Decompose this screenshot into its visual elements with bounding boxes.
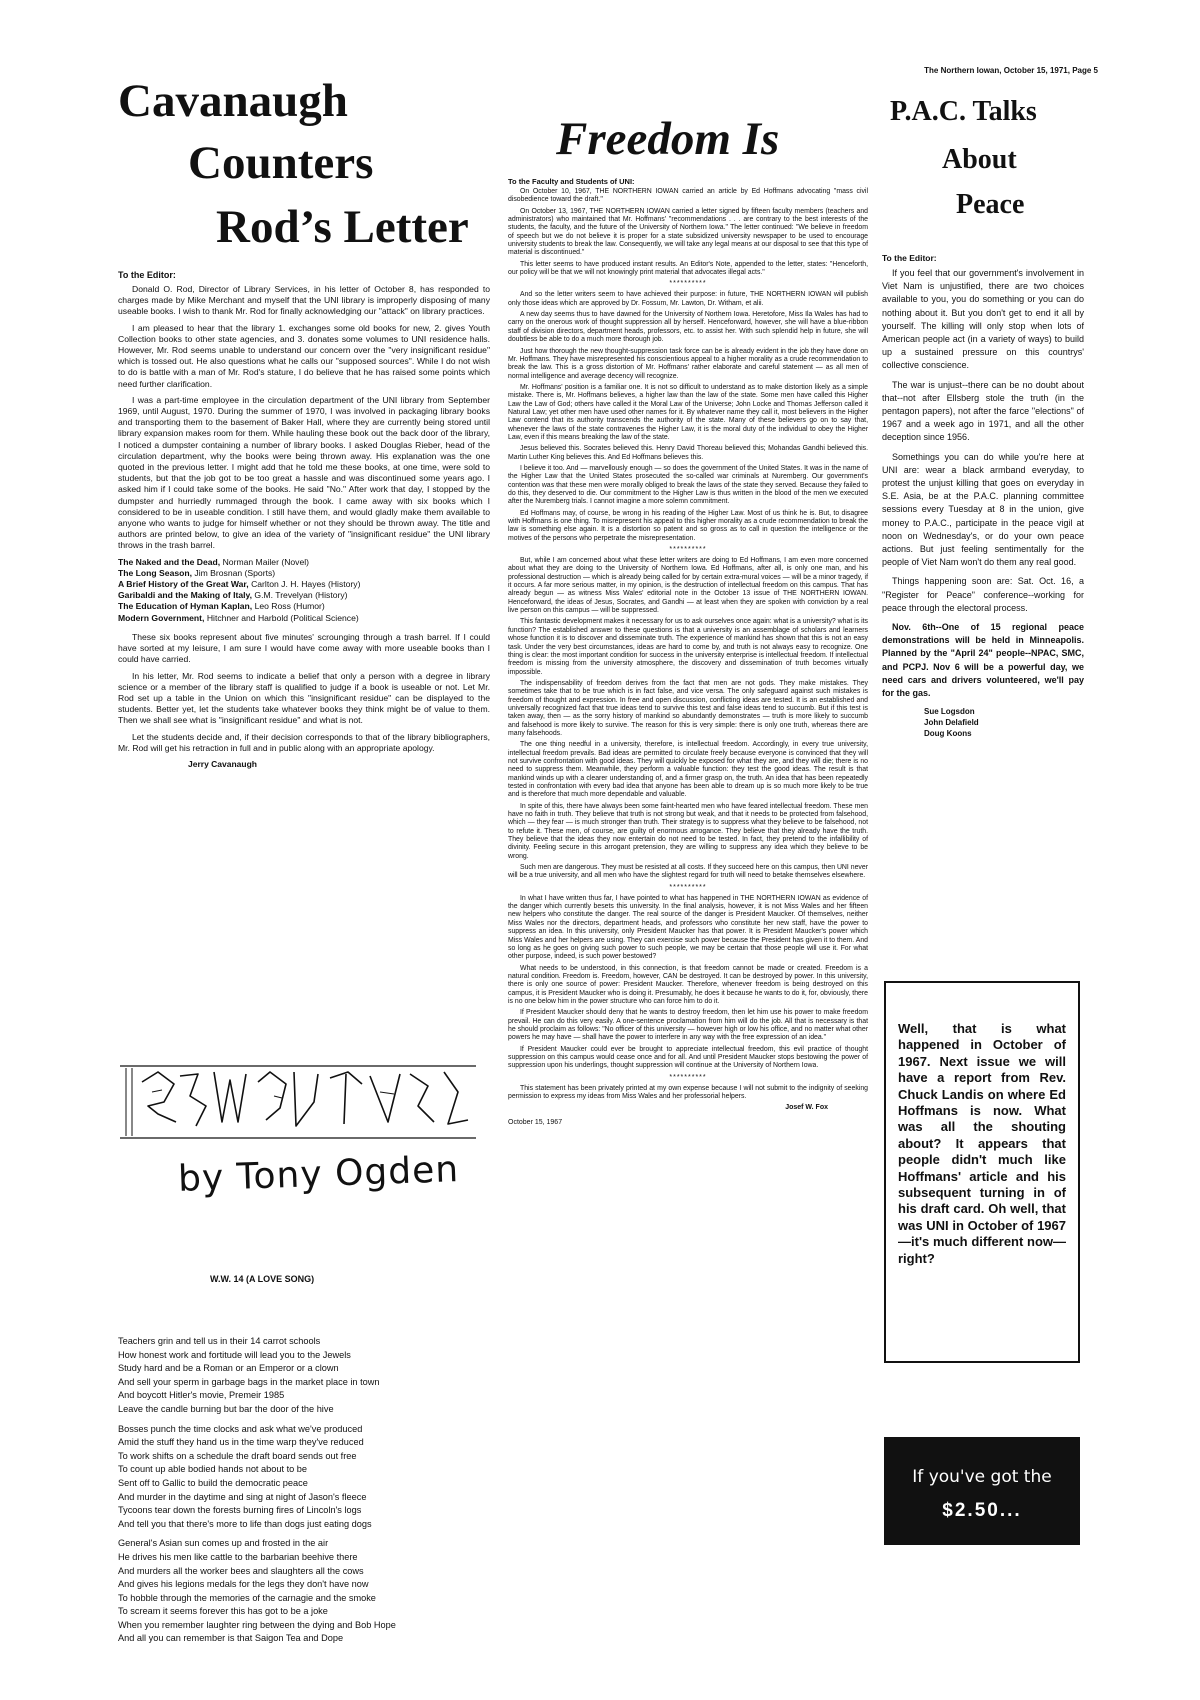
pac-headline-line-3: Peace [956,189,1025,220]
book-author: Norman Mailer (Novel) [220,556,310,567]
statement-paragraph: I believe it too. And — marvellously enough — so does the government of the United States. It was in the name of the Higher Law that the United States prosecuted the so-called war criminals at Nuremberg. Our government's contention was that these men were morally obliged to break the laws of the state they served. Because they failed to do this, they deserved to die. Our commitment to the Higher Law is thus written in the blood of the men we executed after the Nuremberg trials. I cannot imagine a more solemn commitment. [508,464,868,506]
pac-headline-line-2: About [942,144,1017,175]
pac-signers [924,706,1084,739]
signer-name: Sue Logsdon [924,707,975,717]
statement-paragraph: This statement has been privately printed at my own expense because I will not submit to the indignity of seeking permission to express my ideas from Miss Wales and her professorial helpers. [508,1084,868,1100]
book-author: Jim Brosnan (Sports) [192,567,276,578]
poem-title: W.W. 14 (A LOVE SONG) [210,1274,315,1284]
statement-paragraph: Jesus believed this. Socrates believed this. Henry David Thoreau believed this; Mohandas Gandhi believed this. Martin Luther King believes this. And Ed Hoffmans believes this. [508,445,868,461]
poem-line: Sent off to Gallic to build the democratic peace [118,1477,308,1488]
poem-line: General's Asian sun comes up and frosted in the air [118,1538,329,1549]
section-separator: ********** [669,280,707,288]
poem-line: Leave the candle burning but bar the door of the hive [118,1403,334,1414]
statement-paragraph: The indispensability of freedom derives from the fact that men are not gods. They make mistakes. They sometimes take that to be true which is in fact false, and vice versa. The only safeguard against such mistakes is freedom of thought and expression. In free and open discussion, conflicting ideas are tested. It is an established and universally recognized fact that true ideas tend to survive this test and false ideas tend to succumb. But if this test is taken away, then — as the sorry history of mankind so abundantly demonstrates — truth is more likely to succumb and falsehood is more likely to survive. The reason for this is very simple: there is only one truth, whereas there are many falsehoods. [508,679,868,737]
book-title: Modern Government, [118,612,205,623]
poem-stanza [118,1335,490,1417]
cavanaugh-letter [118,270,490,769]
pac-paragraph: Nov. 6th--One of 15 regional peace demonstrations will be held in Minneapolis. Planned by the "April 24" people--NPAC, SMC, and PCPJ. Nov 6 will be a powerful day, we need cars and drivers volunteered, we'll pay for the gas. [882,622,1084,699]
poem-stanza [118,1537,490,1646]
pac-letter [882,253,1084,739]
advertisement-box [884,1437,1080,1545]
ad-price: $2.50... [942,1500,1022,1521]
section-separator: ********** [669,1073,707,1081]
statement-paragraph: Mr. Hoffmans' position is a familiar one. It is not so difficult to understand as to make distortion likely as a simple mistake. There is, Mr. Hoffmans believes, a higher law than the law of the state. Some men have called this Higher Law the Law of God; others have called it the Moral Law of the Universe; John Locke and Thomas Jefferson called it Natural Law; yet other men have used other names for it. By whatever name they call it, most believers in the Higher Law contend that its authority transcends the authority of the state. Many of these believers go on to say that, whenever the laws of the state contravenes the Higher Law, it is the moral duty of the individual to obey the Higher Law, even if this means breaking the law of the state. [508,383,868,441]
poem-line: Teachers grin and tell us in their 14 carrot schools [118,1336,321,1346]
statement-paragraph: What needs to be understood, in this connection, is that freedom cannot be made or created. Freedom is a natural condition. Freedom is. Freedom, however, CAN be destroyed. It can be destroyed by power. In this university, there is only one source of power: President Maucker. Therefore, whenever freedom is being destroyed on this campus, it is President Maucker who is doing it. Presumably, he does it because he wants to do it, for, obviously, there is no one below him in the power structure who can force him to do it. [508,964,868,1005]
poem-line: To count up able bodied hands not about to be [118,1464,308,1475]
letter-paragraph: Donald O. Rod, Director of Library Services, in his letter of October 8, has responded to charges made by Mike Merchant and myself that the UNI library is improperly disposing of many useable books. I wish to thank Mr. Rod for finally acknowledging our "attack" on library practices. [118,284,490,317]
book-author: Leo Ross (Humor) [252,601,325,612]
editor-note-box [884,981,1080,1363]
statement-paragraph: If President Maucker should deny that he wants to destroy freedom, then let him use his power to make freedom prevail. He can do this very easily. A one-sentence proclamation from him will do the job. All that is necessary is that he should proclaim as follows: "No officer of this university — however high or low his office, and no matter what other powers he may have — shall have the power to interfere in any way with the free expression of an idea." [508,1009,868,1042]
poem-line: And tell you that there's more to life than dogs just eating dogs [118,1518,372,1529]
poem-line: And gives his legions medals for the legs they don't have now [118,1579,369,1590]
headline-line-3: Rod’s Letter [216,201,469,253]
book-item [118,613,490,624]
poem-line: And murders all the worker bees and slaughters all the cows [118,1565,364,1576]
statement-paragraph: This letter seems to have produced instant results. An Editor's Note, appended to the letter, states: "Henceforth, our policy will be that we will not knowingly print material that advocates illegal acts." [508,260,868,277]
pac-paragraph: If you feel that our government's involvement in Viet Nam is unjustified, there are two choices available to you, you do something or you can do nothing about it. But you don't get to end it all by yourself. The killing will only stop when lots of American people act (in a variety of ways) to build up a sustained pressure on this countrys' collective conscience. [882,268,1084,371]
poem-line: And boycott Hitler's movie, Premeir 1985 [118,1390,285,1401]
poem-line: Amid the stuff they hand us in the time warp they've reduced [118,1437,364,1448]
statement-paragraph: On October 10, 1967, THE NORTHERN IOWAN carried an article by Ed Hoffmans advocating "mass civil disobedience toward the draft." [508,188,868,204]
pac-paragraph: Things happening soon are: Sat. Oct. 16, a "Register for Peace" conference--working for peace through the electoral process. [882,576,1084,613]
letter-paragraph: I am pleased to hear that the library 1. exchanges some old books for new, 2. gives Youth Collection books to other state agencies, and 3. donates some volumes to UNI residence halls. However, Mr. Rod seems unable to understand our concern over the "very insignificant residue" which is tossed out. He also questions what he calls our "supposed sources". While I do not wish to do is battle with a man of Mr. Rod's stature, I do believe that he has raised some points which need further clarification. [118,322,490,389]
letter-paragraph: In his letter, Mr. Rod seems to indicate a belief that only a person with a degree in library science or a member of the library staff is qualified to judge if a book is useable or not. Let Mr. Rod set up a table in the Union on which this "insignificant residue" can be displayed to the students. Better yet, let the students take whatever books they think might be of value to them. Then we shall see what is "insignificant residue" and what is not. [118,670,490,726]
fox-statement [508,177,868,1126]
poem-line: To scream it seems forever this has got to be a joke [118,1606,328,1617]
section-separator: ********** [669,546,707,554]
poem-body [118,1335,490,1652]
statement-paragraph: If President Maucker could ever be brought to appreciate intellectual freedom, this evil practice of thought suppression on this campus would cease once and for all. And until President Maucker stops bestowing the power of suppression upon his underlings, thought suppression will continue at the University of Northern Iowa. [508,1045,868,1070]
book-item [118,590,490,601]
book-author: G.M. Trevelyan (History) [252,590,348,601]
statement-paragraph: Ed Hoffmans may, of course, be wrong in his reading of the Higher Law. Most of us think he is. But, to disagree with Hoffmans is one thing. To misrepresent his appeal to this higher morality as a crude recommendation to break the law is something else again. It is a distortion so patent and so gross as to call in question the intelligence or the motives of the persons who perpetrate the misrepresentation. [508,509,868,542]
poem-line: To work shifts on a schedule the draft board sends out free [118,1450,357,1461]
page-folio: The Northern Iowan, October 15, 1971, Page 5 [924,66,1098,75]
freedom-headline: Freedom Is [556,113,780,165]
poem-line: To hobble through the memories of the carnagie and the smoke [118,1592,376,1603]
signer-name: Doug Koons [924,729,972,739]
book-item [118,557,490,568]
statement-paragraph: In spite of this, there have always been some faint-hearted men who have feared intellectual freedom. These men have no faith in truth. They believe that truth is not strong but weak, and that it needs to be protected from falsehood, which — they fear — is much stronger than truth. Their strategy is to suppress what they believe to be falsehood, not to refute it. These men, of course, are guilty of enormous arrogance. They believe that they already have the truth. They believe that the ideas they now entertain do not need to be tested. In fact, they pretend to the infallibility of divinity. Feeling secure in this arrogant pretension, they are willing to suppress any idea which they believe to be wrong. [508,802,868,860]
statement-paragraph: But, while I am concerned about what these letter writers are doing to Ed Hoffmans, I am even more concerned about what they are doing to the University of Northern Iowa. Ed Hoffmans, after all, is only one man, and his professional destruction — which is already being called for by certain extra-mural voices — will be a minor tragedy, if it occurs. A far more serious matter, in my opinion, is the destruction of intellectual freedom on this campus. That has already begun — as witness Miss Wales' editorial note in the October 13 issue of THE NORTHERN IOWAN. Henceforward, the ideas of Jesus, Socrates, and Gandhi — at least when they are spoken with conviction by a real live person on this campus — will be suppressed. [508,557,868,615]
editor-note-text: Well, that is what happened in October of 1967. Next issue we will have a report from Rev. Chuck Landis on where Ed Hoffmans is now. What was all the shouting about? It appears that people didn't much like Hoffmans' article and his subsequent turning in of his draft card. Oh well, that was UNI in October of 1967—it's much different now—right? [898,1021,1066,1266]
pac-headline-line-1: P.A.C. Talks [890,96,1037,127]
ad-line-1: If you've got the [912,1467,1052,1487]
statement-salutation: To the Faculty and Students of UNI: [508,177,635,186]
book-title: Garibaldi and the Making of Italy, [118,590,253,601]
book-title: The Long Season, [118,567,193,578]
headline-line-1: Cavanaugh [118,75,348,127]
poem-line: When you remember laughter ring between the dying and Bob Hope [118,1619,396,1630]
pac-paragraph: Somethings you can do while you're here at UNI are: wear a black armband everyday, to protest the unjust killing that goes on everyday in S.E. Asia, be at the P.A.C. planning committee sessions every Tuesday at 8 in the union, give money to P.A.C., participate in the peace vigil at noon on Wednesday's, or do your own peace actions. But just feeling sentimentally for the people of Viet Nam won't do them any real good. [882,451,1084,568]
letter-signature: Jerry Cavanaugh [188,758,257,769]
poem-line: And sell your sperm in garbage bags in the market place in town [118,1376,380,1387]
poem-byline: by Tony Ogden [177,1149,460,1200]
statement-date: October 15, 1967 [508,1119,563,1127]
statement-paragraph: And so the letter writers seem to have achieved their purpose: in future, THE NORTHERN IOWAN will publish only those ideas which are approved by Dr. Fossum, Mr. Lawton, Dr. Witham, et alii. [508,291,868,307]
hand-drawn-lettering-art [118,1062,478,1142]
statement-paragraph: Just how thorough the new thought-suppression task force can be is already evident in the job they have done on Mr. Hoffmans. They have misrepresented his conscientious appeal to a higher morality as a crude recommendation to break the law. This is a gross distortion of Mr. Hoffmans' rather elaborate and careful statement — as all men of normal intelligence and average decency will recognize. [508,347,868,380]
poem-line: Bosses punch the time clocks and ask what we've produced [118,1423,363,1434]
book-title: The Naked and the Dead, [118,556,221,567]
letter-paragraph: I was a part-time employee in the circulation department of the UNI library from September 1969, until August, 1970. During the summer of 1970, I was involved in packaging library books and transporting them to the basement of Baker Hall, where they are currently being stored until library expansion makes room for them. While hauling these book out the back door of the library, I noticed a dumpster containing a number of library books. I asked Douglas Rieber, head of the circulation department, why the books were being thrown away. His explanation was the one quoted in the previous letter. I might add that he told me these books, at one time, were sold to students, but that the job got to be too great a hassle and was discontinued some years ago. I asked him if I could take some of the books. He said "No." After work that day, I stopped by the dumpster and hurriedly rummaged through the book. I came away with six books which I considered to be in useable condition. I still have them, and would gladly make them available to anyone who wants to judge for himself whether or not they should be thrown away. The title and authors are printed below, to give an idea of the variety of "insignificant residue" the UNI library throws in the trash barrel. [118,394,490,551]
letter-paragraph: These six books represent about five minutes' scrounging through a trash barrel. If I could have sorted at my leisure, I am sure I would have come away with more useable books than I could have carried. [118,631,490,665]
book-author: Hitchner and Harbold (Political Science) [204,612,359,623]
poem-line: And murder in the daytime and sing at night of Jason's fleece [118,1491,367,1502]
poem-stanza [118,1423,490,1532]
letter-salutation: To the Editor: [118,270,176,280]
book-item [118,601,490,612]
pac-paragraph: The war is unjust--there can be no doubt about that--not after Ellsberg stole the truth (in the pentagon papers), not after the farce "elections" of 1967 and a week ago in 1971, and all the other deception since 1956. [882,379,1084,443]
statement-signature: Josef W. Fox [785,1104,828,1112]
book-title: The Education of Hyman Kaplan, [118,601,253,612]
statement-paragraph: In what I have written thus far, I have pointed to what has happened in THE NORTHERN IOWAN as evidence of the danger which currently besets this university. In the final analysis, however, it is not Miss Wales and her fifteen new helpers who constitute the danger. The real source of the danger is President Maucker. Of themselves, neither Miss Wales nor the directors, department heads, and professors who constitute her new staff, have the power to suppress an idea. In this university, only President Maucker has that power. It is President Maucker's power which Miss Wales and her helpers are using. They can exercise such power because the President has given it to them. And so long as he goes on giving such power to such people, we may be certain that those people will use it. For what other purpose, indeed, is such power bestowed? [508,894,868,961]
signer-name: John Delafield [924,718,979,728]
statement-paragraph: The one thing needful in a university, therefore, is intellectual freedom. Accordingly, in every true university, intellectual freedom prevails. Bad ideas are permitted to circulate freely because everyone is convinced that they will not survive confrontation with good ideas. They will quickly be exposed for what they are, and they will die; there is no need to suppress them. Meanwhile, they perform a valuable function: they test the good ideas. The result is that mankind winds up with a clearer understanding of, and a firmer grasp on, the truth. An idea that has been repeatedly tested in confrontation with every bad idea that anyone has been able to dream up is so much more likely to be true and is therefore that much more dependable and valuable. [508,741,868,799]
book-title: A Brief History of the Great War, [118,579,249,590]
book-author: Carlton J. H. Hayes (History) [248,579,361,590]
headline-line-2: Counters [188,137,374,189]
letter-paragraph: Let the students decide and, if their decision corresponds to that of the library bibliographers, Mr. Rod will get his retraction in full and in public along with an appropriate apology. [118,731,490,753]
statement-paragraph: On October 13, 1967, THE NORTHERN IOWAN carried a letter signed by fifteen faculty members (teachers and administrators) who maintained that Mr. Hoffmans' "recommendations . . . are contrary to the best interests of the students, the faculty, and the future of the University of Northern Iowa." The letter continued: "We believe in freedom of speech but we do not believe it is proper for a state subsidized university newspaper to be used to encourage university students to break the law. Consequently, we will take any legal means at our disposal to see that this type of material is discontinued." [508,207,868,257]
poem-line: Study hard and be a Roman or an Emperor or a clown [118,1363,339,1374]
poem-line: How honest work and fortitude will lead you to the Jewels [118,1349,351,1360]
poem-line: Tycoons tear down the forests burning fires of Lincoln's logs [118,1505,362,1516]
book-item [118,579,490,590]
section-separator: ********** [669,883,707,891]
statement-paragraph: This fantastic development makes it necessary for us to ask ourselves once again: what is a university? what is its function? The established answer to these questions is that a university is an assemblage of scholars and learners whose function it is to discover and disseminate truth. The experience of mankind has shown that this is not an easy task. Under the very best circumstances, ideas are hard to come by, and truth is not always easy to recognize. One thing is clear: the most important condition for success in the university enterprise is intellectual freedom. If intellectual freedom is missing from the university atmosphere, the discovery and dissemination of truth becomes virtually impossible. [508,618,868,676]
book-item [118,568,490,579]
poem-line: And all you can remember is that Saigon Tea and Dope [118,1633,344,1644]
pac-salutation: To the Editor: [882,253,937,263]
book-list [118,557,490,624]
statement-paragraph: Such men are dangerous. They must be resisted at all costs. If they succeed here on this campus, then UNI never will be a true university, and all men who have the slightest regard for truth will need to betake themselves elsewhere. [508,864,868,880]
poem-line: He drives his men like cattle to the barbarian beehive there [118,1551,358,1562]
statement-paragraph: A new day seems thus to have dawned for the University of Northern Iowa. Heretofore, Miss Ila Wales has had to carry on the onerous work of thought suppression all by herself. Henceforward, however, she will have a blue-ribbon staff of division directors, department heads, professors, etc. to assist her. With such splendid help in future, she will doubtless be able to do a much more thorough job. [508,311,868,344]
